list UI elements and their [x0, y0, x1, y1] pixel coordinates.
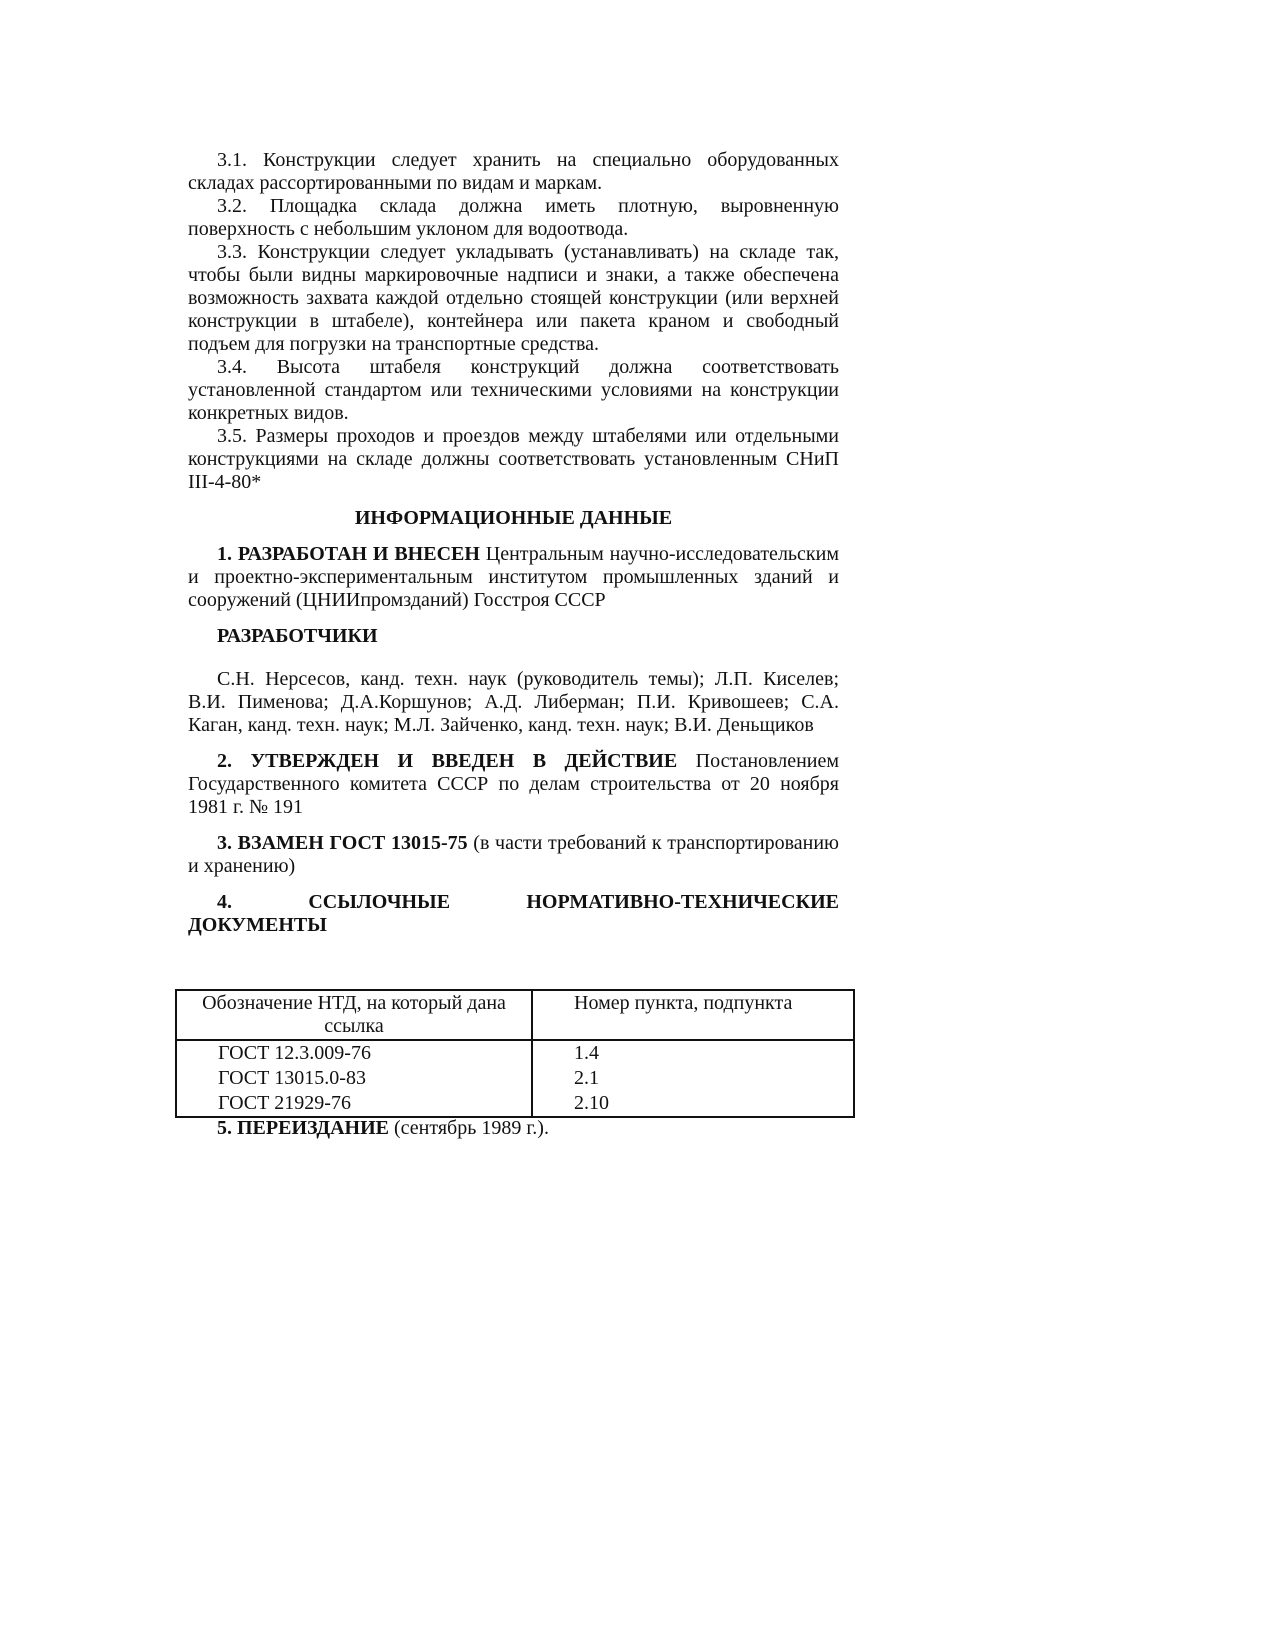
after-table — [188, 1117, 839, 1140]
info-item-5 — [188, 1117, 839, 1140]
info-item-1 — [188, 543, 839, 612]
info-item-1-text: Центральным научно-исследовательским и проектно-экспериментальным институтом промышленных зданий и сооружений (ЦНИИпромзданий) Госстроя СССР — [188, 543, 839, 611]
developers-list: С.Н. Нерсесов, канд. техн. наук (руководитель темы); Л.П. Киселев; В.И. Пименова; Д.А.Коршунов; А.Д. Либерман; П.И. Кривошеев; С.А. Каган, канд. техн. наук; М.Л. Зайченко, канд. техн. наук; В.И. Деньщиков — [188, 668, 839, 736]
text-column — [188, 149, 839, 937]
table-row — [176, 1040, 854, 1066]
paragraph-3-1: 3.1. Конструкции следует хранить на специально оборудованных складах рассортированными по видам и маркам. — [188, 149, 839, 194]
reference-table — [175, 989, 855, 1118]
info-heading: ИНФОРМАЦИОННЫЕ ДАННЫЕ — [354, 507, 673, 529]
info-item-4: 4. ССЫЛОЧНЫЕ НОРМАТИВНО-ТЕХНИЧЕСКИЕ ДОКУМЕНТЫ — [188, 891, 839, 936]
info-item-1-label: 1. РАЗРАБОТАН И ВНЕСЕН — [217, 543, 480, 565]
paragraph-3-5: 3.5. Размеры проходов и проездов между штабелями или отдельными конструкциями на складе должны соответствовать установленным СНиП III-4-80* — [188, 425, 839, 493]
paragraph-3-2: 3.2. Площадка склада должна иметь плотную, выровненную поверхность с небольшим уклоном для водоотвода. — [188, 195, 839, 240]
paragraph-3-3: 3.3. Конструкции следует укладывать (устанавливать) на складе так, чтобы были видны маркировочные надписи и знаки, а также обеспечена возможность захвата каждой отдельно стоящей конструкции (или верхней конструкции в штабеле), контейнера или пакета краном и свободный подъем для погрузки на транспортные средства. — [188, 241, 839, 355]
info-item-2-text: Постановлением Государственного комитета СССР по делам строительства от 20 ноября 1981 г. № 191 — [188, 750, 840, 818]
table-header-row — [176, 990, 854, 1040]
table-cell-clause: 1.4 — [532, 1040, 854, 1066]
info-item-3 — [188, 832, 839, 878]
table-header-designation: Обозначение НТД, на который дана ссылка — [176, 990, 532, 1040]
developers-heading: РАЗРАБОТЧИКИ — [217, 625, 378, 647]
table-header-clause: Номер пункта, подпункта — [532, 990, 854, 1040]
table-row — [176, 1091, 854, 1117]
info-item-2 — [188, 750, 839, 819]
table-cell-designation: ГОСТ 21929-76 — [176, 1091, 532, 1117]
paragraph-3-4: 3.4. Высота штабеля конструкций должна соответствовать установленной стандартом или техническими условиями на конструкции конкретных видов. — [188, 356, 839, 424]
table-cell-clause: 2.1 — [532, 1066, 854, 1091]
table-row — [176, 1066, 854, 1091]
table-cell-clause: 2.10 — [532, 1091, 854, 1117]
info-item-3-label: 3. ВЗАМЕН ГОСТ 13015-75 — [217, 832, 468, 854]
info-item-2-label: 2. УТВЕРЖДЕН И ВВЕДЕН В ДЕЙСТВИЕ — [217, 750, 678, 772]
info-item-5-text: (сентябрь 1989 г.). — [389, 1117, 549, 1139]
table-cell-designation: ГОСТ 12.3.009-76 — [176, 1040, 532, 1066]
info-item-5-label: 5. ПЕРЕИЗДАНИЕ — [217, 1117, 390, 1139]
info-item-3-text: (в части требований к транспортированию и хранению) — [188, 832, 839, 877]
table-cell-designation: ГОСТ 13015.0-83 — [176, 1066, 532, 1091]
